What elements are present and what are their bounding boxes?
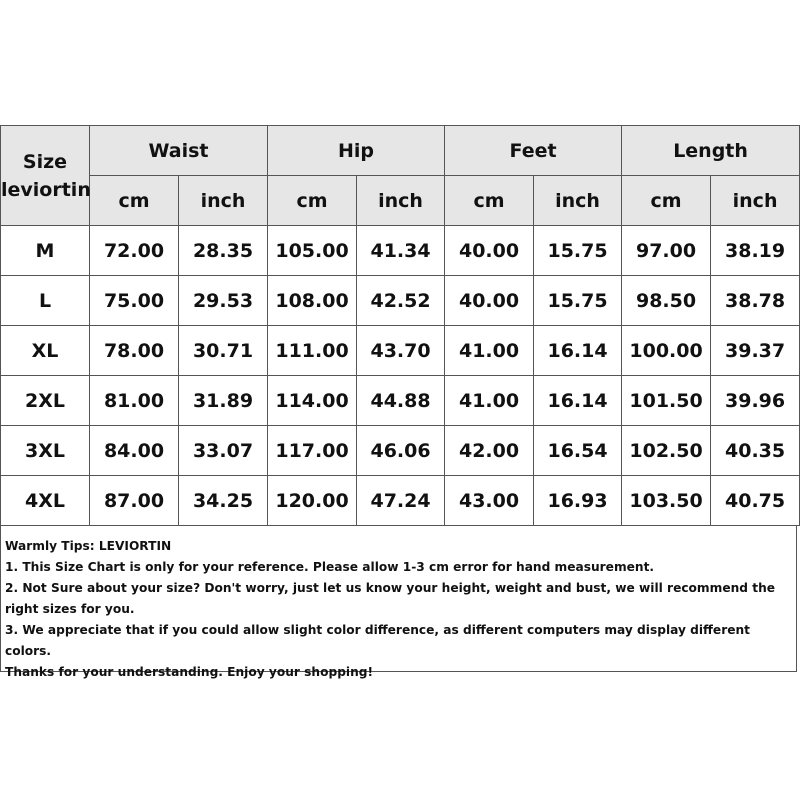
group-header-waist: Waist <box>90 126 268 176</box>
tips-line: 3. We appreciate that if you could allow slight color difference, as different computers may display different colors. <box>5 623 750 658</box>
table-row <box>1 276 800 326</box>
table-cell: 87.00 <box>90 476 179 526</box>
unit-header: inch <box>711 176 800 226</box>
tips-line: 1. This Size Chart is only for your reference. Please allow 1-3 cm error for hand measurement. <box>5 560 655 574</box>
size-cell: XL <box>1 326 90 376</box>
table-row <box>1 326 800 376</box>
size-cell: 3XL <box>1 426 90 476</box>
table-row <box>1 426 800 476</box>
size-chart-sheet <box>0 125 799 679</box>
table-cell: 97.00 <box>622 226 711 276</box>
size-column-header <box>1 126 90 226</box>
table-cell: 15.75 <box>534 276 622 326</box>
unit-header: cm <box>268 176 357 226</box>
table-cell: 40.00 <box>445 226 534 276</box>
table-cell: 101.50 <box>622 376 711 426</box>
table-cell: 105.00 <box>268 226 357 276</box>
size-header-label: Size <box>22 150 68 173</box>
table-cell: 16.14 <box>534 376 622 426</box>
table-cell: 34.25 <box>179 476 268 526</box>
table-cell: 108.00 <box>268 276 357 326</box>
table-cell: 30.71 <box>179 326 268 376</box>
header-row-groups <box>1 126 800 176</box>
table-cell: 114.00 <box>268 376 357 426</box>
table-cell: 29.53 <box>179 276 268 326</box>
unit-header: cm <box>90 176 179 226</box>
size-chart-table <box>0 125 800 526</box>
table-cell: 117.00 <box>268 426 357 476</box>
table-cell: 42.00 <box>445 426 534 476</box>
table-cell: 39.37 <box>711 326 800 376</box>
unit-header: inch <box>357 176 445 226</box>
table-cell: 39.96 <box>711 376 800 426</box>
table-cell: 111.00 <box>268 326 357 376</box>
table-cell: 98.50 <box>622 276 711 326</box>
table-cell: 103.50 <box>622 476 711 526</box>
group-header-feet: Feet <box>445 126 622 176</box>
table-cell: 72.00 <box>90 226 179 276</box>
table-cell: 47.24 <box>357 476 445 526</box>
tips-title: Warmly Tips: LEVIORTIN <box>5 539 172 553</box>
table-cell: 40.75 <box>711 476 800 526</box>
table-row <box>1 226 800 276</box>
table-cell: 42.52 <box>357 276 445 326</box>
table-header <box>1 126 800 226</box>
table-cell: 100.00 <box>622 326 711 376</box>
size-header-brand: leviortin <box>1 178 91 201</box>
table-cell: 41.00 <box>445 326 534 376</box>
table-cell: 41.00 <box>445 376 534 426</box>
table-cell: 78.00 <box>90 326 179 376</box>
table-cell: 38.19 <box>711 226 800 276</box>
group-header-length: Length <box>622 126 800 176</box>
table-cell: 16.14 <box>534 326 622 376</box>
unit-header: cm <box>445 176 534 226</box>
unit-header: inch <box>179 176 268 226</box>
table-cell: 44.88 <box>357 376 445 426</box>
tips-line: Thanks for your understanding. Enjoy your shopping! <box>5 665 374 679</box>
size-cell: M <box>1 226 90 276</box>
table-cell: 41.34 <box>357 226 445 276</box>
table-row <box>1 376 800 426</box>
header-row-units <box>1 176 800 226</box>
table-cell: 81.00 <box>90 376 179 426</box>
table-cell: 16.93 <box>534 476 622 526</box>
table-cell: 40.00 <box>445 276 534 326</box>
group-header-hip: Hip <box>268 126 445 176</box>
table-cell: 43.00 <box>445 476 534 526</box>
tips-line: 2. Not Sure about your size? Don't worry, just let us know your height, weight and bust, we will recommend the right sizes for you. <box>5 581 776 616</box>
table-cell: 40.35 <box>711 426 800 476</box>
table-cell: 120.00 <box>268 476 357 526</box>
table-cell: 43.70 <box>357 326 445 376</box>
table-cell: 75.00 <box>90 276 179 326</box>
table-cell: 31.89 <box>179 376 268 426</box>
table-row <box>1 476 800 526</box>
table-cell: 84.00 <box>90 426 179 476</box>
unit-header: inch <box>534 176 622 226</box>
table-cell: 38.78 <box>711 276 800 326</box>
table-body <box>1 226 800 526</box>
table-cell: 16.54 <box>534 426 622 476</box>
table-cell: 28.35 <box>179 226 268 276</box>
table-cell: 46.06 <box>357 426 445 476</box>
table-cell: 33.07 <box>179 426 268 476</box>
size-cell: L <box>1 276 90 326</box>
tips-box <box>0 526 797 679</box>
unit-header: cm <box>622 176 711 226</box>
table-cell: 15.75 <box>534 226 622 276</box>
size-cell: 2XL <box>1 376 90 426</box>
table-cell: 102.50 <box>622 426 711 476</box>
size-cell: 4XL <box>1 476 90 526</box>
